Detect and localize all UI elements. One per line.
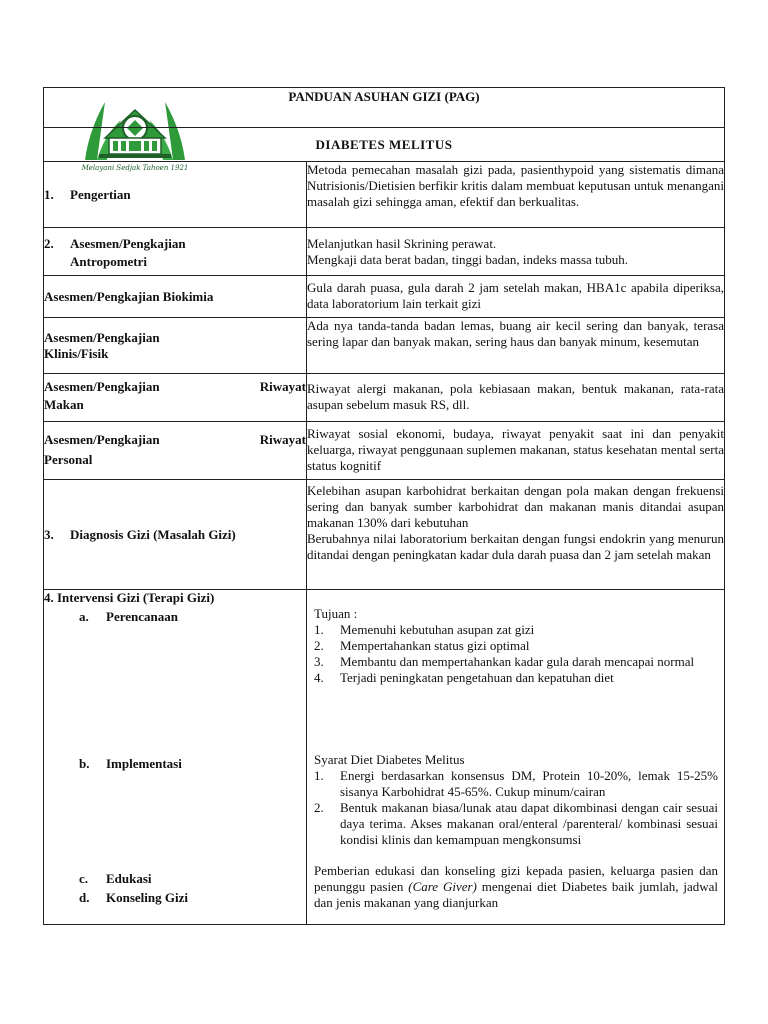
- pag-table: [43, 87, 725, 925]
- implementasi-label: Implementasi: [106, 756, 182, 771]
- section-number: 1.: [44, 186, 54, 202]
- syarat-title: Syarat Diet Diabetes Melitus: [314, 752, 465, 767]
- edukasi-text: [314, 863, 718, 911]
- riwayat-makan-label-c: Makan: [44, 397, 84, 412]
- riwayat-makan-label-a: Asesmen/Pengkajian: [44, 379, 160, 394]
- svg-text:Melayani Sedjak Tahoen 1921: Melayani Sedjak Tahoen 1921: [81, 164, 189, 172]
- tujuan-item: [314, 654, 718, 670]
- syarat-item: [314, 768, 718, 800]
- implementasi-mark: b.: [79, 756, 90, 771]
- tujuan-title: Tujuan :: [314, 606, 358, 621]
- syarat-number: 1.: [314, 768, 324, 783]
- section-number: 3.: [44, 526, 54, 542]
- edukasi-item: [79, 871, 152, 887]
- perencanaan-item: [79, 609, 178, 625]
- antropometri-text-line2: Mengkaji data berat badan, tinggi badan, indeks massa tubuh.: [307, 252, 628, 267]
- klinis-text: Ada nya tanda-tanda badan lemas, buang air kecil sering dan banyak, terasa sering lapar dan banyak makan, sering haus dan banyak minum, kesemutan: [307, 318, 725, 374]
- pengertian-label: Pengertian: [70, 186, 131, 202]
- edukasi-text-post: mengenai diet Diabetes baik jumlah, jadwal dan jenis makanan yang dianjurkan: [314, 879, 719, 910]
- edukasi-mark: c.: [79, 871, 89, 886]
- tujuan-text: Terjadi peningkatan pengetahuan dan kepatuhan diet: [340, 670, 614, 685]
- konseling-label: Konseling Gizi: [106, 890, 188, 905]
- tujuan-number: 1.: [314, 622, 324, 637]
- tujuan-text: Mempertahankan status gizi optimal: [340, 638, 530, 653]
- riwayat-makan-text: Riwayat alergi makanan, pola kebiasaan makan, bentuk makanan, rata-rata asupan sebelum masuk RS, dll.: [307, 374, 725, 422]
- tujuan-list: [314, 622, 718, 686]
- antropometri-label-line1: Asesmen/Pengkajian: [70, 236, 186, 251]
- edukasi-label: Edukasi: [106, 871, 152, 886]
- pengertian-text: Metoda pemecahan masalah gizi pada, pasienthypoid yang sistematis dimana Nutrisionis/Dietisien berfikir kritis dalam membuat keputusan untuk menangani masalah gizi sehingga aman, efektif dan berkualitas.: [307, 162, 725, 228]
- syarat-text: Energi berdasarkan konsensus DM, Protein 10-20%, lemak 15-25% sisanya Karbohidrat 45-65%. Cukup minum/cairan: [340, 768, 718, 799]
- implementasi-item: [79, 756, 182, 772]
- tujuan-text: Membantu dan mempertahankan kadar gula darah mencapai normal: [340, 654, 695, 669]
- konseling-item: [79, 890, 188, 906]
- tujuan-block: [314, 606, 718, 686]
- intervensi-label: 4. Intervensi Gizi (Terapi Gizi): [44, 590, 215, 605]
- syarat-list: [314, 768, 718, 848]
- diagnosis-text-2: Berubahnya nilai laboratorium berkaitan dengan fungsi endokrin yang menurun ditandai dengan peningkatan kadar dula darah puasa dan 2 jam setelah makan: [307, 531, 724, 562]
- antropometri-text-cell: [307, 228, 725, 276]
- tujuan-number: 3.: [314, 654, 324, 669]
- tujuan-item: [314, 638, 718, 654]
- klinis-label-line2: Klinis/Fisik: [44, 346, 109, 361]
- syarat-block: [314, 752, 718, 848]
- pengertian-label-cell: [44, 162, 307, 228]
- antropometri-text-line1: Melanjutkan hasil Skrining perawat.: [307, 236, 497, 251]
- diagnosis-label: Diagnosis Gizi (Masalah Gizi): [70, 526, 236, 542]
- antropometri-label-line2: Antropometri: [70, 254, 148, 269]
- intervensi-label-cell: [44, 590, 307, 925]
- biokimia-text: Gula darah puasa, gula darah 2 jam setelah makan, HBA1c apabila diperiksa, data laboratorium lain terkait gizi: [307, 276, 725, 318]
- tujuan-number: 4.: [314, 670, 324, 685]
- konseling-mark: d.: [79, 890, 90, 905]
- edukasi-text-pre: Pemberian edukasi dan konseling gizi kepada pasien, keluarga pasien dan penunggu pasien: [314, 863, 718, 894]
- klinis-label-cell: [44, 318, 307, 374]
- diagnosis-label-cell: [44, 480, 307, 590]
- diagnosis-text-cell: [307, 480, 725, 590]
- document-title-cell: [44, 88, 725, 128]
- syarat-item: [314, 800, 718, 848]
- document-subtitle: DIABETES MELITUS: [315, 137, 453, 152]
- riwayat-personal-label-cell: [44, 422, 307, 480]
- riwayat-personal-text: Riwayat sosial ekonomi, budaya, riwayat penyakit saat ini dan penyakit keluarga, riwayat penggunaan suplemen makanan, status kesehatan mental serta status kognitif: [307, 422, 725, 480]
- section-number: 2.: [44, 236, 54, 251]
- document-title: PANDUAN ASUHAN GIZI (PAG): [288, 89, 480, 104]
- edukasi-text-italic: (Care Giver): [408, 879, 477, 894]
- antropometri-label-cell: [44, 228, 307, 276]
- intervensi-text-cell: [307, 590, 725, 925]
- riwayat-personal-label-a: Asesmen/Pengkajian: [44, 432, 160, 447]
- riwayat-makan-label-b: Riwayat: [259, 379, 306, 394]
- riwayat-makan-label-cell: [44, 374, 307, 422]
- tujuan-item: [314, 622, 718, 638]
- biokimia-label: Asesmen/Pengkajian Biokimia: [44, 276, 307, 318]
- syarat-text: Bentuk makanan biasa/lunak atau dapat dikombinasi dengan cair sesuai daya terima. Akses makanan oral/enteral /parenteral/ kombinasi sesuai kondisi klinis dan kemampuan mengkonsumsi: [340, 800, 718, 847]
- perencanaan-label: Perencanaan: [106, 609, 178, 624]
- riwayat-personal-label-b: Riwayat: [259, 432, 306, 447]
- tujuan-text: Memenuhi kebutuhan asupan zat gizi: [340, 622, 535, 637]
- perencanaan-mark: a.: [79, 609, 89, 624]
- tujuan-item: [314, 670, 718, 686]
- document-subtitle-cell: [44, 128, 725, 162]
- tujuan-number: 2.: [314, 638, 324, 653]
- riwayat-personal-label-c: Personal: [44, 452, 93, 467]
- klinis-label-line1: Asesmen/Pengkajian: [44, 330, 160, 345]
- diagnosis-text-1: Kelebihan asupan karbohidrat berkaitan dengan pola makan dengan frekuensi sering dan banyak sumber karbohidrat dan makanan manis ditandai asupan makanan 130% dari kebutuhan: [307, 483, 724, 530]
- syarat-number: 2.: [314, 800, 324, 815]
